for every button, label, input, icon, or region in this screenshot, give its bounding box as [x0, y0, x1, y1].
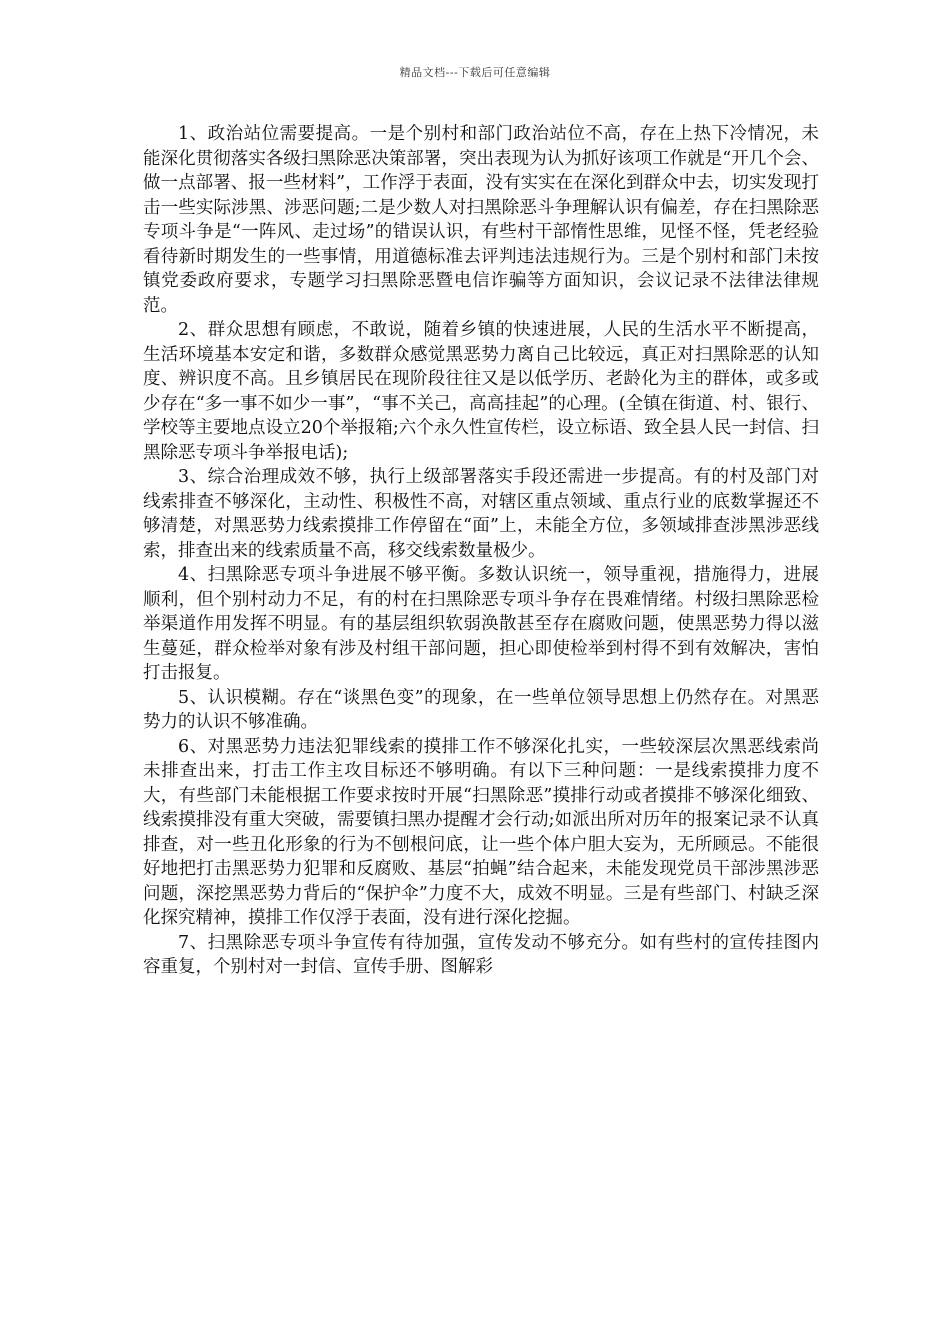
paragraph-2: 2、群众思想有顾虑，不敢说，随着乡镇的快速进展，人民的生活水平不断提高，生活环境基本安定和谐，多数群众感觉黑恶势力离自己比较远，真正对扫黑除恶的认知度、辨识度不高。且乡镇居民在现阶段往往又是以低学历、老龄化为主的群体，或多或少存在“多一事不如少一事”，“事不关己，高高挂起”的心理。(全镇在街道、村、银行、学校等主要地点设立20个举报箱;六个永久性宣传栏，设立标语、致全县人民一封信、扫黑除恶专项斗争举报电话);	[143, 320, 819, 463]
paragraph-1: 1、政治站位需要提高。一是个别村和部门政治站位不高，存在上热下冷情况，未能深化贯彻落实各级扫黑除恶决策部署，突出表现为认为抓好该项工作就是“开几个会、做一点部署、报一些材料”，工作浮于表面，没有实实在在深化到群众中去，切实发现打击一些实际涉黑、涉恶问题;二是少数人对扫黑除恶斗争理解认识有偏差，存在扫黑除恶专项斗争是“一阵风、走过场”的错误认识，有些村干部惰性思维，见怪不怪，凭老经验看待新时期发生的一些事情，用道德标准去评判违法违规行为。三是个别村和部门未按镇党委政府要求，专题学习扫黑除恶暨电信诈骗等方面知识，会议记录不法律法律规范。	[143, 124, 819, 316]
paragraph-6: 6、对黑恶势力违法犯罪线索的摸排工作不够深化扎实，一些较深层次黑恶线索尚未排查出来，打击工作主攻目标还不够明确。有以下三种问题：一是线索摸排力度不大，有些部门未能根据工作要求按时开展“扫黑除恶”摸排行动或者摸排不够深化细致、线索摸排没有重大突破，需要镇扫黑办提醒才会行动;如派出所对历年的报案记录不认真排查，对一些丑化形象的行为不刨根问底，让一些个体户胆大妄为，无所顾忌。不能很好地把打击黑恶势力犯罪和反腐败、基层“拍蝇”结合起来，未能发现党员干部涉黑涉恶问题，深挖黑恶势力背后的“保护伞”力度不大，成效不明显。三是有些部门、村缺乏深化探究精神，摸排工作仅浮于表面，没有进行深化挖掘。	[143, 736, 819, 928]
paragraph-4: 4、扫黑除恶专项斗争进展不够平衡。多数认识统一，领导重视，措施得力，进展顺利，但个别村动力不足，有的村在扫黑除恶专项斗争存在畏难情绪。村级扫黑除恶检举渠道作用发挥不明显。有的基层组织软弱涣散甚至存在腐败问题，使黑恶势力得以滋生蔓延，群众检举对象有涉及村组干部问题，担心即使检举到村得不到有效解决，害怕打击报复。	[143, 565, 819, 683]
paragraph-5: 5、认识模糊。存在“谈黑色变”的现象，在一些单位领导思想上仍然存在。对黑恶势力的认识不够准确。	[143, 687, 819, 732]
paragraph-7: 7、扫黑除恶专项斗争宣传有待加强，宣传发动不够充分。如有些村的宣传挂图内容重复，个别村对一封信、宣传手册、图解彩	[143, 932, 819, 977]
paragraph-3: 3、综合治理成效不够，执行上级部署落实手段还需进一步提高。有的村及部门对线索排查不够深化，主动性、积极性不高，对辖区重点领域、重点行业的底数掌握还不够清楚，对黑恶势力线索摸排工作停留在“面”上，未能全方位，多领域排查涉黑涉恶线索，排查出来的线索质量不高，移交线索数量极少。	[143, 467, 819, 561]
page-header: 精品文档---下载后可任意编辑	[399, 66, 551, 79]
document-body	[143, 122, 819, 980]
